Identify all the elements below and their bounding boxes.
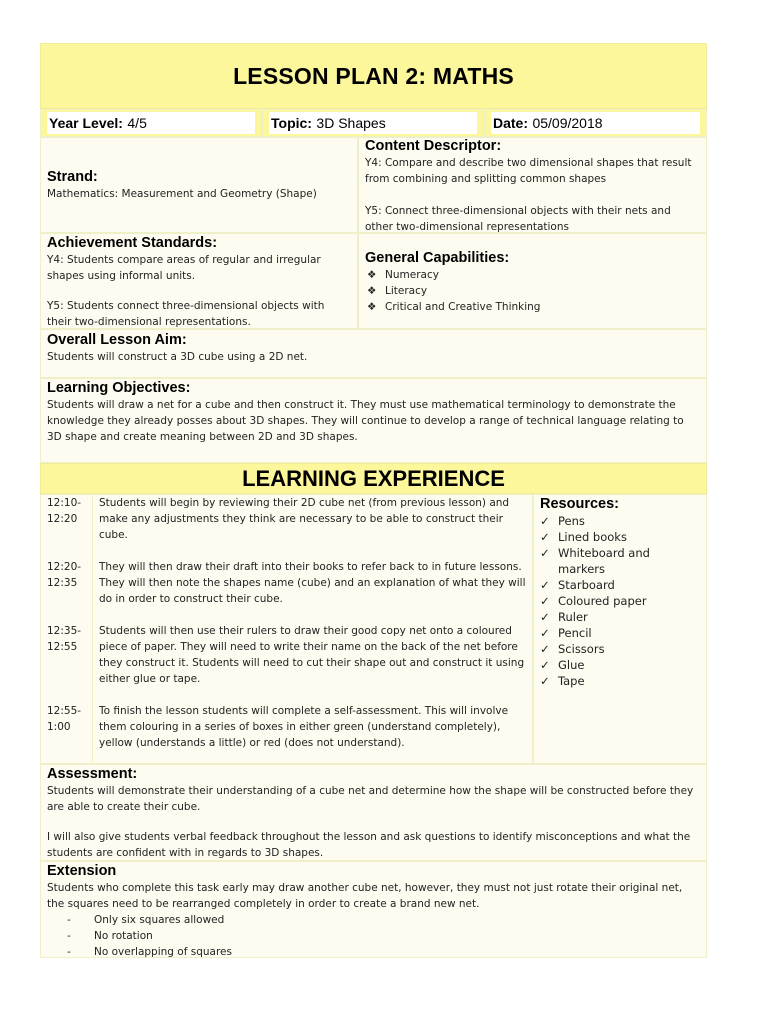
assessment-cell	[40, 764, 707, 861]
aim-heading: Overall Lesson Aim:	[47, 332, 187, 348]
year-level-label: Year Level:	[49, 115, 123, 131]
content-descriptor-heading: Content Descriptor:	[365, 138, 502, 154]
date-value: 05/09/2018	[532, 115, 603, 131]
extension-text: Students who complete this task early may draw another cube net, however, they must not just rotate their original net, the squares need to be rearranged completely in order to create a brand new net.	[47, 882, 683, 910]
checkmark-icon: ✓	[540, 578, 550, 592]
step-text: To finish the lesson students will complete a self-assessment. This will involve them colouring in a series of boxes in either green (understand completely), yellow (understands a little) or red (does not understand).	[99, 705, 509, 749]
checkmark-icon: ✓	[540, 610, 550, 624]
resources-cell	[533, 494, 707, 764]
resource-item: ✓ Scissors	[540, 642, 605, 656]
achievement-heading: Achievement Standards:	[47, 235, 218, 251]
resource-item: ✓ Coloured paper	[540, 594, 647, 608]
extension-item: - No rotation	[47, 928, 700, 944]
learning-experience-band	[40, 463, 707, 494]
checkmark-icon: ✓	[540, 530, 550, 544]
step-text: They will then draw their draft into their books to refer back to in future lessons. They will then note the shapes name (cube) and an explanation of what they will do in order to construct their cube.	[99, 561, 526, 605]
timeline-cell	[40, 494, 533, 764]
resource-item: ✓ Ruler	[540, 610, 588, 624]
page-title: LESSON PLAN 2: MATHS	[233, 62, 514, 89]
strand-heading: Strand:	[47, 169, 98, 185]
step-time: 12:35- 12:55	[47, 625, 82, 653]
capabilities-heading: General Capabilities:	[365, 250, 510, 266]
achievement-row	[40, 233, 707, 329]
resource-item: ✓ Pens	[540, 514, 585, 528]
checkmark-icon: ✓	[540, 658, 550, 672]
strand-text: Mathematics: Measurement and Geometry (Shape)	[47, 188, 317, 200]
diamond-bullet-icon: ❖	[367, 285, 377, 297]
learning-experience-heading: LEARNING EXPERIENCE	[242, 465, 505, 491]
resource-item: ✓ Glue	[540, 658, 585, 672]
objectives-cell	[40, 378, 707, 463]
step-time: 12:20- 12:35	[47, 561, 82, 589]
step-text: Students will then use their rulers to draw their good copy net onto a coloured piece of paper. They will need to write their name on the back of the net before they construct it. Students will need to cut their shape out and construct it using either glue or tape.	[99, 625, 525, 685]
resources-list	[540, 513, 700, 689]
topic-value: 3D Shapes	[316, 115, 386, 131]
step-time: 12:55- 1:00	[47, 705, 82, 733]
description-column	[93, 495, 532, 763]
info-row	[40, 109, 707, 137]
resources-heading: Resources:	[540, 496, 619, 512]
step-text: Students will begin by reviewing their 2D cube net (from previous lesson) and make any adjustments they think are necessary to be able to construct their cube.	[99, 497, 510, 541]
dash-bullet-icon: -	[67, 946, 71, 958]
content-descriptor-y5: Y5: Connect three-dimensional objects with their nets and other two-dimensional representations	[365, 205, 671, 233]
topic-cell	[262, 109, 484, 137]
topic-label: Topic:	[271, 115, 312, 131]
capabilities-list	[365, 267, 700, 315]
extension-item: - Only six squares allowed	[47, 912, 700, 928]
learning-experience-row	[40, 494, 707, 764]
resource-item: ✓ Lined books	[540, 530, 627, 544]
content-descriptor-y4: Y4: Compare and describe two dimensional shapes that result from combining and splitting common shapes	[365, 157, 692, 185]
checkmark-icon: ✓	[540, 594, 550, 608]
assessment-heading: Assessment:	[47, 766, 138, 782]
extension-item: - No overlapping of squares	[47, 944, 700, 960]
resource-item: ✓ Starboard	[540, 578, 615, 592]
assessment-p2: I will also give students verbal feedback throughout the lesson and ask questions to identify misconceptions and what the students are confident with in regards to 3D shapes.	[47, 831, 691, 859]
capability-item: ❖ Numeracy	[367, 269, 439, 281]
resource-item: ✓ Whiteboard and markers	[540, 546, 650, 576]
content-descriptor-cell	[358, 137, 707, 233]
strand-cell	[40, 137, 358, 233]
extension-heading: Extension	[47, 863, 117, 879]
dash-bullet-icon: -	[67, 914, 71, 926]
checkmark-icon: ✓	[540, 674, 550, 688]
year-level-value: 4/5	[127, 115, 147, 131]
date-label: Date:	[493, 115, 529, 131]
checkmark-icon: ✓	[540, 546, 550, 560]
checkmark-icon: ✓	[540, 514, 550, 528]
assessment-p1: Students will demonstrate their understanding of a cube net and determine how the shape will be constructed before they are able to create their cube.	[47, 785, 694, 813]
objectives-heading: Learning Objectives:	[47, 380, 191, 396]
title-band	[40, 43, 707, 109]
achievement-y5: Y5: Students connect three-dimensional objects with their two-dimensional representations.	[47, 300, 325, 328]
lesson-plan-page	[40, 43, 707, 958]
objectives-text: Students will draw a net for a cube and then construct it. They must use mathematical terminology to demonstrate the knowledge they already posses about 3D shapes. They will continue to develop a range of technical language relating to 3D shape and create meaning between 2D and 3D shapes.	[47, 399, 684, 443]
dash-bullet-icon: -	[67, 930, 71, 942]
year-level-cell	[40, 109, 262, 137]
capabilities-cell	[358, 233, 707, 329]
capability-item: ❖ Critical and Creative Thinking	[367, 301, 541, 313]
step-time: 12:10- 12:20	[47, 497, 82, 525]
aim-text: Students will construct a 3D cube using a 2D net.	[47, 351, 308, 363]
extension-cell	[40, 861, 707, 958]
diamond-bullet-icon: ❖	[367, 269, 377, 281]
resource-item: ✓ Tape	[540, 674, 585, 688]
checkmark-icon: ✓	[540, 626, 550, 640]
achievement-y4: Y4: Students compare areas of regular and irregular shapes using informal units.	[47, 254, 321, 282]
date-cell	[484, 109, 707, 137]
achievement-cell	[40, 233, 358, 329]
extension-list	[47, 912, 700, 960]
aim-cell	[40, 329, 707, 378]
time-column	[41, 495, 93, 763]
strand-row	[40, 137, 707, 233]
diamond-bullet-icon: ❖	[367, 301, 377, 313]
resource-item: ✓ Pencil	[540, 626, 592, 640]
capability-item: ❖ Literacy	[367, 285, 428, 297]
checkmark-icon: ✓	[540, 642, 550, 656]
